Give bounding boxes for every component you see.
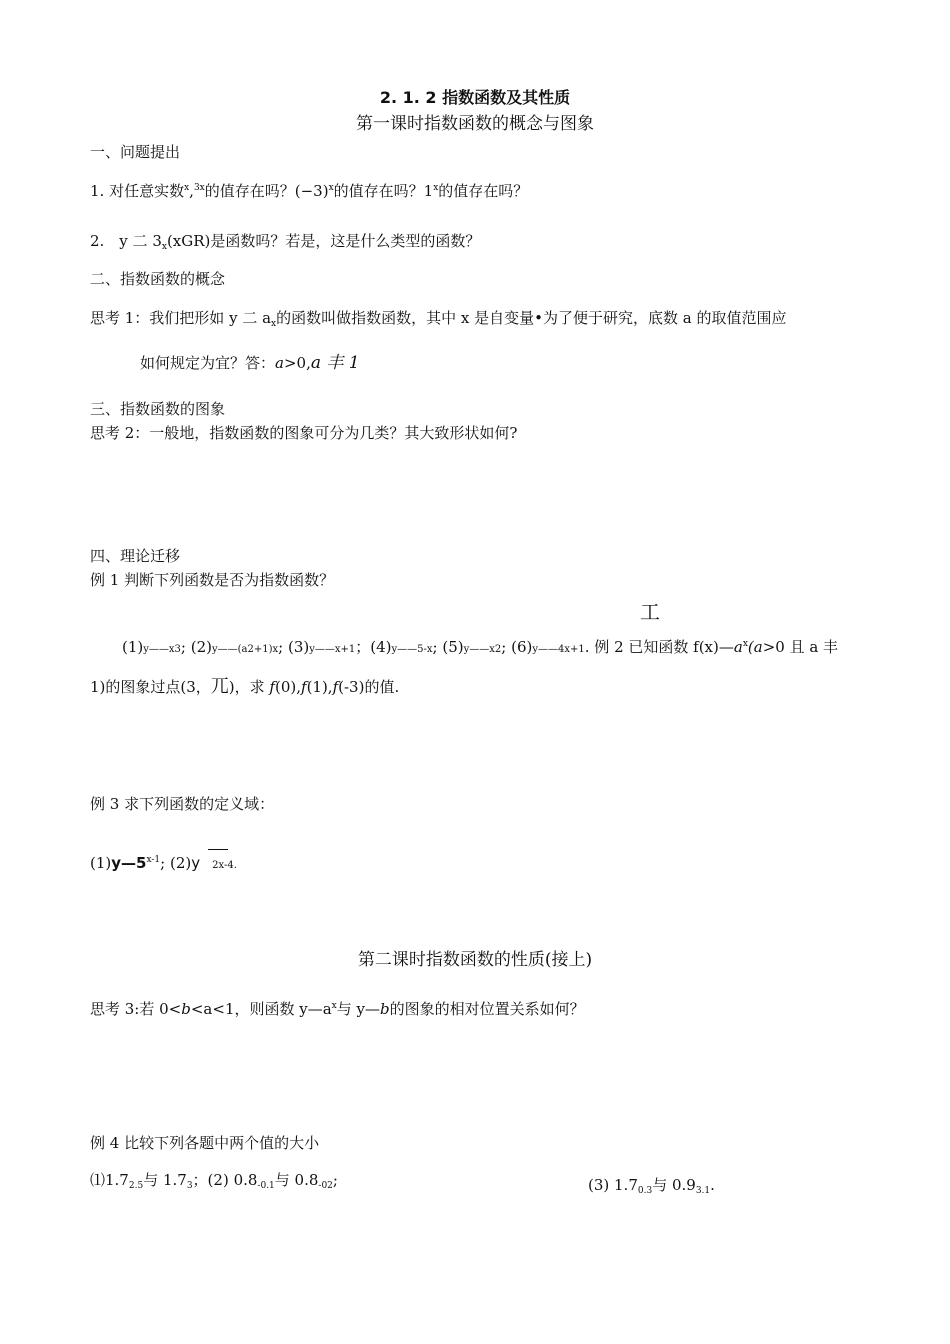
example-1: 例 1 判断下列函数是否为指数函数？ bbox=[90, 571, 335, 589]
think-2: 思考 2：一般地，指数函数的图象可分为几类？其大致形状如何? bbox=[90, 424, 518, 442]
radical-bar bbox=[208, 849, 228, 850]
example-3-items: (1)y—5$^{x-1}$; (2)y 2x-4. bbox=[90, 850, 237, 876]
question-2: 2. y 二 $3_x(xGR)$是函数吗？若是，这是什么类型的函数？ bbox=[90, 232, 481, 252]
example-4: 例 4 比较下列各题中两个值的大小 bbox=[90, 1134, 320, 1152]
think-3: 思考 3:若 0<b<a<1，则函数 $y—a^x$与 y—b的图象的相对位置关系如何？ bbox=[90, 1000, 585, 1018]
example-4-item-3: (3) $1.7_{0.3}$与 $0.9_{3.1}$. bbox=[588, 1176, 715, 1196]
lesson1-title: 第一课时指数函数的概念与图象 bbox=[356, 114, 594, 134]
section-heading-3: 三、指数函数的图象 bbox=[90, 400, 226, 418]
stray-glyph: 工 bbox=[640, 600, 660, 624]
example-2-continued: 1)的图象过点(3，兀)，求 f(0),f(1),f(-3)的值. bbox=[90, 676, 400, 697]
section-heading-4: 四、理论迁移 bbox=[90, 547, 181, 565]
lesson2-title: 第二课时指数函数的性质(接上) bbox=[357, 950, 593, 970]
think-1-answer: 如何规定为宜？答：a>0,a 丰 1 bbox=[140, 353, 360, 373]
example-3: 例 3 求下列函数的定义域： bbox=[90, 795, 275, 813]
question-1: 1. 对任意实数$^x$,$^{3x}$的值存在吗？$(-3)^x$的值存在吗？1$^x$的值存在吗？ bbox=[90, 182, 529, 200]
section-heading-1: 一、问题提出 bbox=[90, 143, 181, 161]
example-1-items: (1)y——x3; (2)y——(a2+1)x; (3)y——x+1；(4)y——5-x; (5)y——x2; (6)y——4x+1. 例 2 已知函数 $f(x)—a^x(a>0$ 且 a 丰 bbox=[122, 638, 839, 656]
radical-expression: 2x-4 bbox=[200, 853, 234, 876]
example-4-items: $⑴1.7_{2.5}$与 $1.7_3$；(2) $0.8_{-0.1}$与 $0.8_{-02}$; bbox=[90, 1171, 338, 1191]
page-title: 2. 1. 2 指数函数及其性质 bbox=[379, 88, 571, 107]
think-1: 思考 1：我们把形如 y 二 $a_x$的函数叫做指数函数，其中 x 是自变量•为了便于研究，底数 a 的取值范围应 bbox=[90, 309, 787, 329]
section-heading-2: 二、指数函数的概念 bbox=[90, 270, 226, 288]
